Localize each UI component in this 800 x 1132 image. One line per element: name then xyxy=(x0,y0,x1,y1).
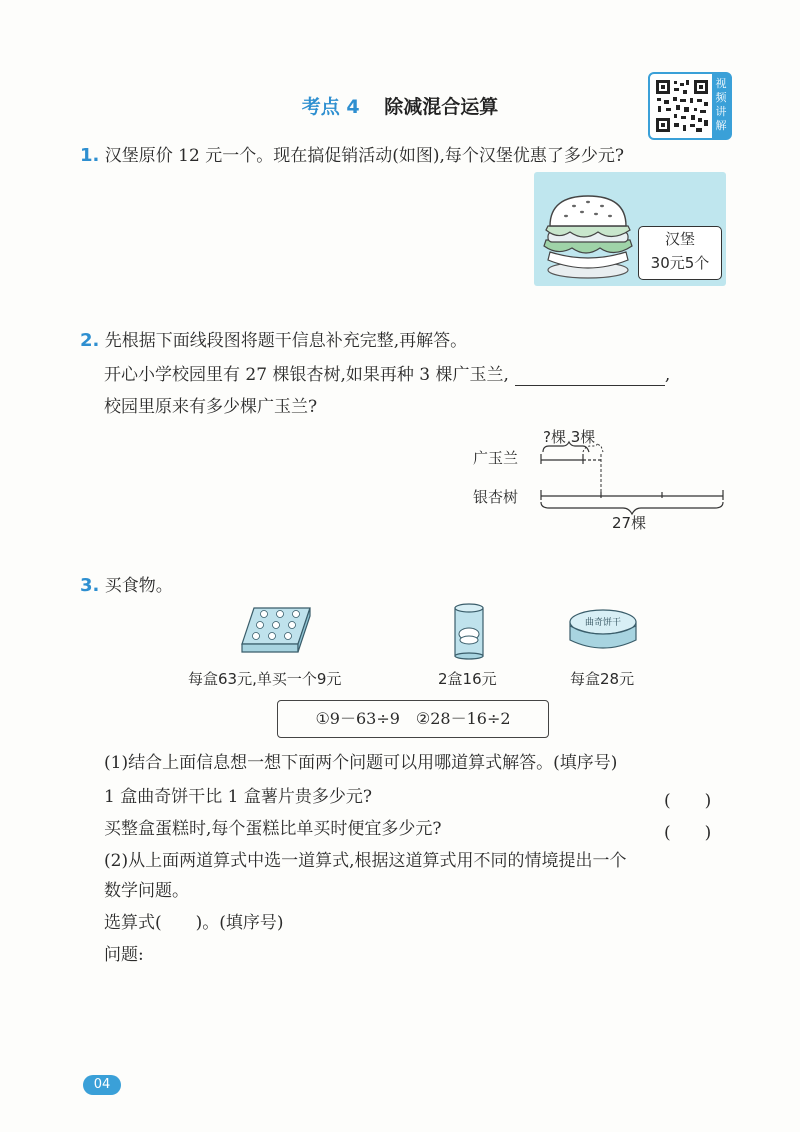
part-2-line2: 数学问题。 xyxy=(104,881,189,901)
item-caption-chips: 2盒16元 xyxy=(438,670,497,688)
answer-paren-2[interactable]: ( ) xyxy=(664,823,712,843)
question-number: 1. xyxy=(80,145,100,166)
question-prompt[interactable]: 问题: xyxy=(104,945,144,965)
question-2 xyxy=(80,330,467,352)
burger-promo-card xyxy=(534,172,726,286)
qr-side-char: 解 xyxy=(715,119,727,132)
question-number: 2. xyxy=(80,330,100,351)
fill-blank[interactable] xyxy=(515,367,665,386)
question-3 xyxy=(80,575,173,597)
page-number: 04 xyxy=(83,1075,121,1095)
chips-can-icon xyxy=(452,602,486,660)
formula-box: ①9－63÷9 ②28－16÷2 xyxy=(277,700,549,738)
section-title: 除减混合运算 xyxy=(384,96,499,118)
price-tag-name: 汉堡 xyxy=(664,230,695,248)
price-tag-value: 30元5个 xyxy=(650,254,710,272)
question-2-line3: 校园里原来有多少棵广玉兰? xyxy=(104,397,318,417)
video-qr-badge[interactable] xyxy=(648,72,732,140)
diagram-bottom-label: 27棵 xyxy=(612,514,647,532)
question-text: 先根据下面线段图将题干信息补充完整,再解答。 xyxy=(104,331,468,351)
qr-code-icon xyxy=(654,78,710,134)
line-segment-diagram xyxy=(535,440,735,520)
question-number: 3. xyxy=(80,575,100,596)
cake-box-icon xyxy=(240,604,314,656)
video-explain-label xyxy=(712,74,730,138)
qr-side-char: 频 xyxy=(715,91,727,104)
choose-formula[interactable]: 选算式( )。(填序号) xyxy=(104,913,284,933)
sub-question-2: 买整盒蛋糕时,每个蛋糕比单买时便宜多少元? xyxy=(104,819,442,839)
question-text: 开心小学校园里有 27 棵银杏树,如果再种 3 棵广玉兰, xyxy=(104,365,509,385)
diagram-top-label: ?棵 3棵 xyxy=(543,428,596,446)
cookie-tin-icon xyxy=(566,606,640,654)
tin-label: 曲奇饼干 xyxy=(584,618,622,628)
qr-side-char: 视 xyxy=(715,77,727,90)
question-1 xyxy=(80,145,624,167)
item-caption-cookies: 每盒28元 xyxy=(570,670,635,688)
sub-question-1: 1 盒曲奇饼干比 1 盒薯片贵多少元? xyxy=(104,787,372,807)
item-caption-cake: 每盒63元,单买一个9元 xyxy=(188,670,342,688)
answer-paren-1[interactable]: ( ) xyxy=(664,791,712,811)
part-2-line1: (2)从上面两道算式中选一道算式,根据这道算式用不同的情境提出一个 xyxy=(104,851,627,871)
diagram-row2-label: 银杏树 xyxy=(473,488,519,506)
section-label: 考点 4 xyxy=(301,96,360,118)
diagram-row1-label: 广玉兰 xyxy=(473,449,519,467)
part-1-instruction: (1)结合上面信息想一想下面两个问题可以用哪道算式解答。(填序号) xyxy=(104,753,618,773)
question-text: , xyxy=(664,365,671,385)
price-tag xyxy=(638,226,722,280)
qr-side-char: 讲 xyxy=(715,105,727,118)
question-2-line2 xyxy=(104,364,670,386)
question-text: 买食物。 xyxy=(104,576,173,596)
question-text: 汉堡原价 12 元一个。现在搞促销活动(如图),每个汉堡优惠了多少元? xyxy=(104,146,625,166)
burger-icon xyxy=(538,190,638,282)
